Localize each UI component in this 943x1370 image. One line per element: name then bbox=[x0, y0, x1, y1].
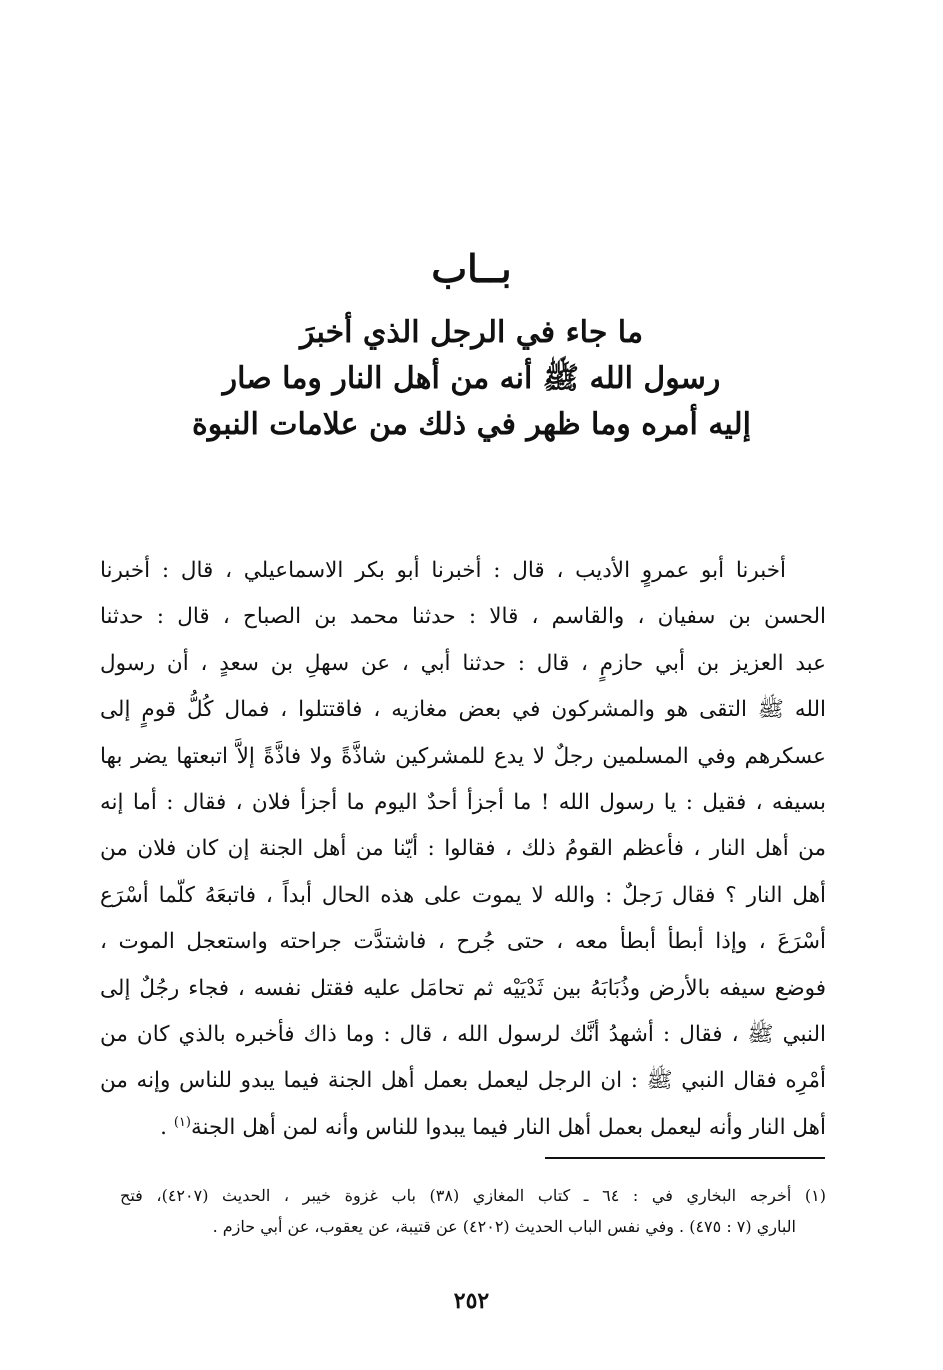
title-line: رسول الله ﷺ أنه من أهل النار وما صار bbox=[222, 361, 721, 396]
body-line: أخبرنا أبو عمروٍ الأديب ، قال : أخبرنا أبو بكر الاسماعيلي ، قال : أخبرنا bbox=[100, 558, 786, 583]
title-line: ما جاء في الرجل الذي أخبرَ bbox=[299, 315, 644, 350]
body-line: الله ﷺ التقى هو والمشركون في بعض مغازيه ، فاقتتلوا ، فمال كُلُّ قومٍ إلى bbox=[100, 697, 826, 723]
footnote-separator bbox=[545, 1157, 825, 1159]
chapter-title bbox=[150, 310, 793, 448]
body-line: عسكرهم وفي المسلمين رجلٌ لا يدع للمشركين شاذَّةً ولا فاذَّةً إلاَّ اتبعتها يضر بها bbox=[100, 743, 826, 769]
body-line bbox=[100, 1105, 826, 1151]
chapter-heading: بــاب bbox=[431, 246, 512, 291]
body-line: من أهل النار ، فأعظم القومُ ذلك ، فقالوا : أيّنا من أهل الجنة إن كان فلان من bbox=[100, 836, 826, 862]
body-line: أمْرِه فقال النبي ﷺ : ان الرجل ليعمل بعمل أهل الجنة فيما يبدو للناس وإنه من bbox=[100, 1068, 826, 1094]
body-line: أسْرَعَ ، وإذا أبطأ أبطأ معه ، حتى جُرح ، فاشتدَّت جراحته واستعجل الموت ، bbox=[100, 929, 826, 955]
footnote-line: (١) أخرجه البخاري في : ٦٤ ـ كتاب المغازي (٣٨) باب غزوة خيبر ، الحديث (٤٢٠٧)، فتح bbox=[120, 1186, 827, 1205]
body-line: فوضع سيفه بالأرض وذُبَابَهُ بين ثَدْيَيْه ثم تحامَل عليه فقتل نفسه ، فجاء رجُلٌ إلى bbox=[100, 975, 826, 1001]
title-line: إليه أمره وما ظهر في ذلك من علامات النبوة bbox=[192, 407, 751, 442]
footnote bbox=[120, 1180, 826, 1242]
body-line: بسيفه ، فقيل : يا رسول الله ! ما أجزأ أحدٌ اليوم ما أجزأ فلان ، فقال : أما إنه bbox=[100, 790, 826, 816]
footnote-line: الباري (٧ : ٤٧٥) . وفي نفس الباب الحديث (٤٢٠٢) عن قتيبة، عن يعقوب، عن أبي حازم . bbox=[212, 1217, 796, 1236]
body-line: النبي ﷺ ، فقال : أشهدُ أنَّك لرسول الله ، قال : وما ذاك فأخبره بالذي كان من bbox=[100, 1022, 826, 1048]
page-number: ٢٥٢ bbox=[453, 1288, 490, 1314]
body-line: أهل النار ؟ فقال رَجلٌ : والله لا يموت على هذه الحال أبداً ، فاتبعَهُ كلّما أسْرَع bbox=[100, 882, 826, 908]
body-line: عبد العزيز بن أبي حازمٍ ، قال : حدثنا أبي ، عن سهلِ بن سعدٍ ، أن رسول bbox=[100, 650, 826, 676]
body-line: الحسن بن سفيان ، والقاسم ، قالا : حدثنا محمد بن الصباح ، قال : حدثنا bbox=[100, 604, 826, 630]
body-line-end: . bbox=[160, 1114, 174, 1140]
body-line-text: أهل النار وأنه ليعمل بعمل أهل النار فيما يبدوا للناس وأنه لمن أهل الجنة bbox=[190, 1114, 826, 1140]
footnote-reference: (١) bbox=[173, 1114, 191, 1130]
body-paragraph bbox=[100, 548, 826, 1151]
